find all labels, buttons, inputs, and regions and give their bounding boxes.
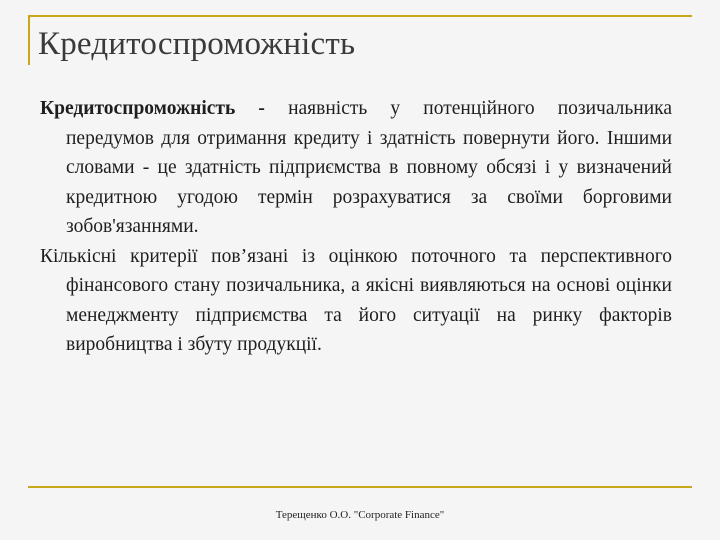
criteria-paragraph: Кількісні критерії пов’язані із оцінкою поточного та перспективного фінансового стану позичальника, а якісні виявляються на основі оцінки менеджменту підприємства та його ситуації на ринку факторів виробництва і збуту продукції.: [40, 245, 672, 355]
footer-citation: Терещенко О.О. "Corporate Finance": [275, 509, 445, 521]
top-rule: [28, 15, 692, 17]
slide-title: Кредитоспроможність: [38, 26, 356, 62]
slide-body: [40, 94, 672, 360]
definition-paragraph: [40, 94, 672, 242]
definition-text: наявність у потенційного позичальника передумов для отримання кредиту і здатність повернути його. Іншими словами - це здатність підприємства в повному обсязі і у визначений кредитною угодою термін розрахуватися за своїми борговими зобов'язаннями.: [66, 98, 672, 237]
left-rule: [28, 15, 30, 65]
definition-term: Кредитоспроможність -: [40, 98, 265, 119]
bottom-rule: [28, 486, 692, 488]
